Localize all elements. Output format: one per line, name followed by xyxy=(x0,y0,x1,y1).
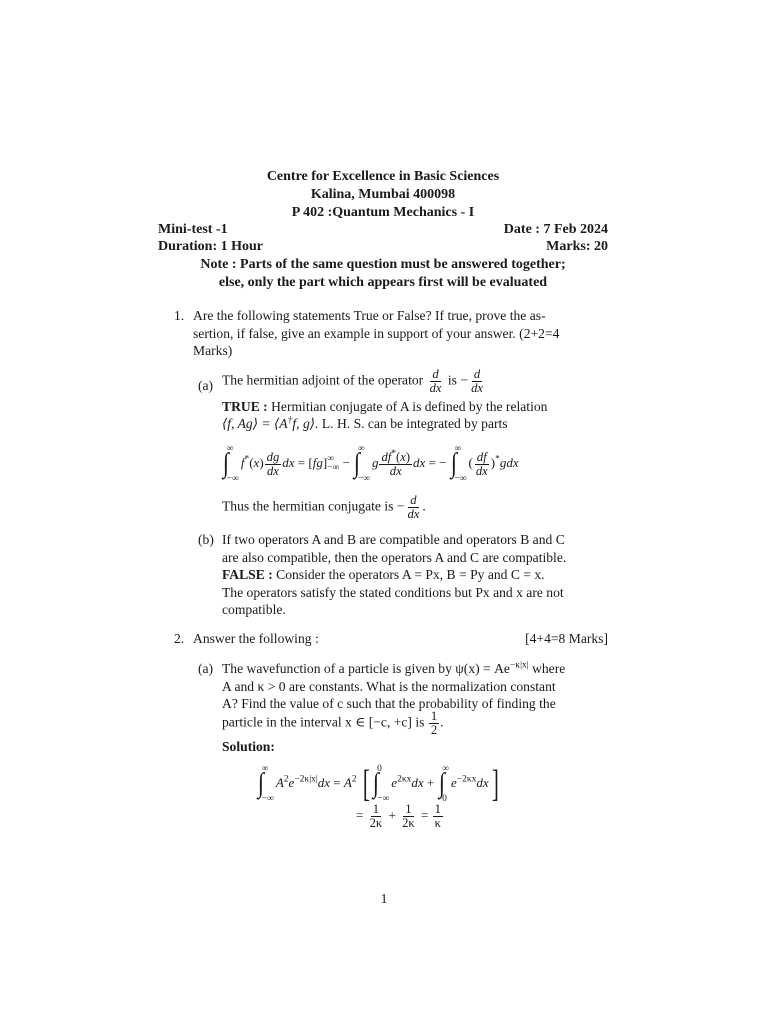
duration: Duration: 1 Hour xyxy=(158,239,263,254)
q1a-relation: ⟨f, Ag⟩ = ⟨A†f, g⟩. L. H. S. can be integrated by parts xyxy=(222,415,508,431)
q1a-is: is xyxy=(447,372,457,388)
q1a-statement-text: The hermitian adjoint of the operator xyxy=(222,372,424,388)
q2a-line: A? Find the value of c such that the probability of finding the xyxy=(222,696,556,712)
q2a-body xyxy=(222,660,610,713)
q1a-label: (a) xyxy=(198,378,214,393)
page-number: 1 xyxy=(380,891,388,906)
institute-address: Kalina, Mumbai 400098 xyxy=(310,187,456,202)
q1-number: 1. xyxy=(174,308,185,323)
duration-marks-row xyxy=(158,238,608,256)
q1a-integration-equation: ∫ ∞ −∞ f*(x) $\frac{dg}{dx}$ dx = [fg] ∞ −∞ − ∫ ∞ −∞ g $\frac{df^*(x)}{dx}$ dx = − ∫ ∞ −∞ ( $\frac{df}{dx}$ )*gdx xyxy=(222,444,519,484)
q1b-answer-line xyxy=(222,566,610,584)
q2-intro: Answer the following : xyxy=(193,631,319,646)
q1a-answer xyxy=(222,398,612,416)
q1-intro-line: sertion, if false, give an example in support of your answer. (2+2=4 xyxy=(193,325,560,341)
d-dx-fraction: $\frac{d}{dx}$ xyxy=(429,367,442,395)
q2a-line4: particle in the interval x ∈ [−c, +c] is $\frac{1}{2}$ . xyxy=(222,709,444,737)
q2a-wavefunction-text: The wavefunction of a particle is given by ψ(x) = Ae xyxy=(222,661,510,676)
q1b-false-label: FALSE : xyxy=(222,567,273,583)
q2-marks: [4+4=8 Marks] xyxy=(525,631,608,646)
q1b-line: are also compatible, then the operators A and C are compatible. xyxy=(222,549,567,565)
institute-name: Centre for Excellence in Basic Sciences xyxy=(266,169,500,184)
q1a-statement: The hermitian adjoint of the operator $\frac{d}{dx}$ is − $\frac{d}{dx}$ xyxy=(222,367,483,395)
q2a-line: A and κ > 0 are constants. What is the normalization constant xyxy=(222,678,556,694)
test-date-row xyxy=(158,221,608,239)
q1-intro-line: Marks) xyxy=(193,343,233,359)
total-marks: Marks: 20 xyxy=(546,239,608,254)
q1-intro-line: Are the following statements True or False? If true, prove the as- xyxy=(193,308,546,323)
q1a-relation-text: L. H. S. can be integrated by parts xyxy=(321,416,508,431)
q2a-label: (a) xyxy=(198,661,214,676)
note-line-1: Note : Parts of the same question must be answered together; xyxy=(200,257,566,272)
q1b-line: compatible. xyxy=(222,602,286,618)
q1-intro xyxy=(193,307,609,360)
q1a-answer-text: Hermitian conjugate of A is defined by the relation xyxy=(271,399,548,414)
minus-d-dx-fraction: $\frac{d}{dx}$ xyxy=(471,367,483,395)
course-title: P 402 :Quantum Mechanics - I xyxy=(291,205,475,220)
q2a-solution-label: Solution: xyxy=(222,739,275,754)
q1a-true-label: TRUE : xyxy=(222,399,268,414)
q1b-label: (b) xyxy=(198,532,214,547)
q2a-interval-text: particle in the interval x ∈ [−c, +c] is xyxy=(222,714,425,730)
q1a-conclusion-text: Thus the hermitian conjugate is xyxy=(222,498,394,514)
test-date: Date : 7 Feb 2024 xyxy=(503,222,608,237)
q1b-body xyxy=(222,531,610,619)
q2a-normalization-equation: ∫ ∞ −∞ $A^2e^{-2\kappa|x|}dx = A^2$ [ ∫ 0 −∞ $e^{2\kappa x}dx$ + ∫ ∞ 0 $e^{-2\kappa x}dx$] xyxy=(257,763,499,805)
q1b-line: The operators satisfy the stated conditions but Px and x are not xyxy=(222,584,564,600)
q1b-answer-text: Consider the operators A = Px, B = Py and C = x. xyxy=(276,567,545,583)
q1a-conclusion: Thus the hermitian conjugate is − $\frac{d}{dx}$ . xyxy=(222,493,426,521)
q2-number: 2. xyxy=(174,631,185,646)
q2a-normalization-result: = $\frac{1}{2\kappa}$ + $\frac{1}{2\kappa}$ = $\frac{1}{\kappa}$ xyxy=(356,802,441,830)
q2a-where: where xyxy=(532,661,566,676)
q1b-line: If two operators A and B are compatible and operators B and C xyxy=(222,532,565,547)
note-line-2: else, only the part which appears first will be evaluated xyxy=(218,275,548,290)
q2a-line1: The wavefunction of a particle is given by $\psi(x) = Ae^{-\kappa|x|}$ where xyxy=(222,660,566,676)
test-name: Mini-test -1 xyxy=(158,222,228,237)
